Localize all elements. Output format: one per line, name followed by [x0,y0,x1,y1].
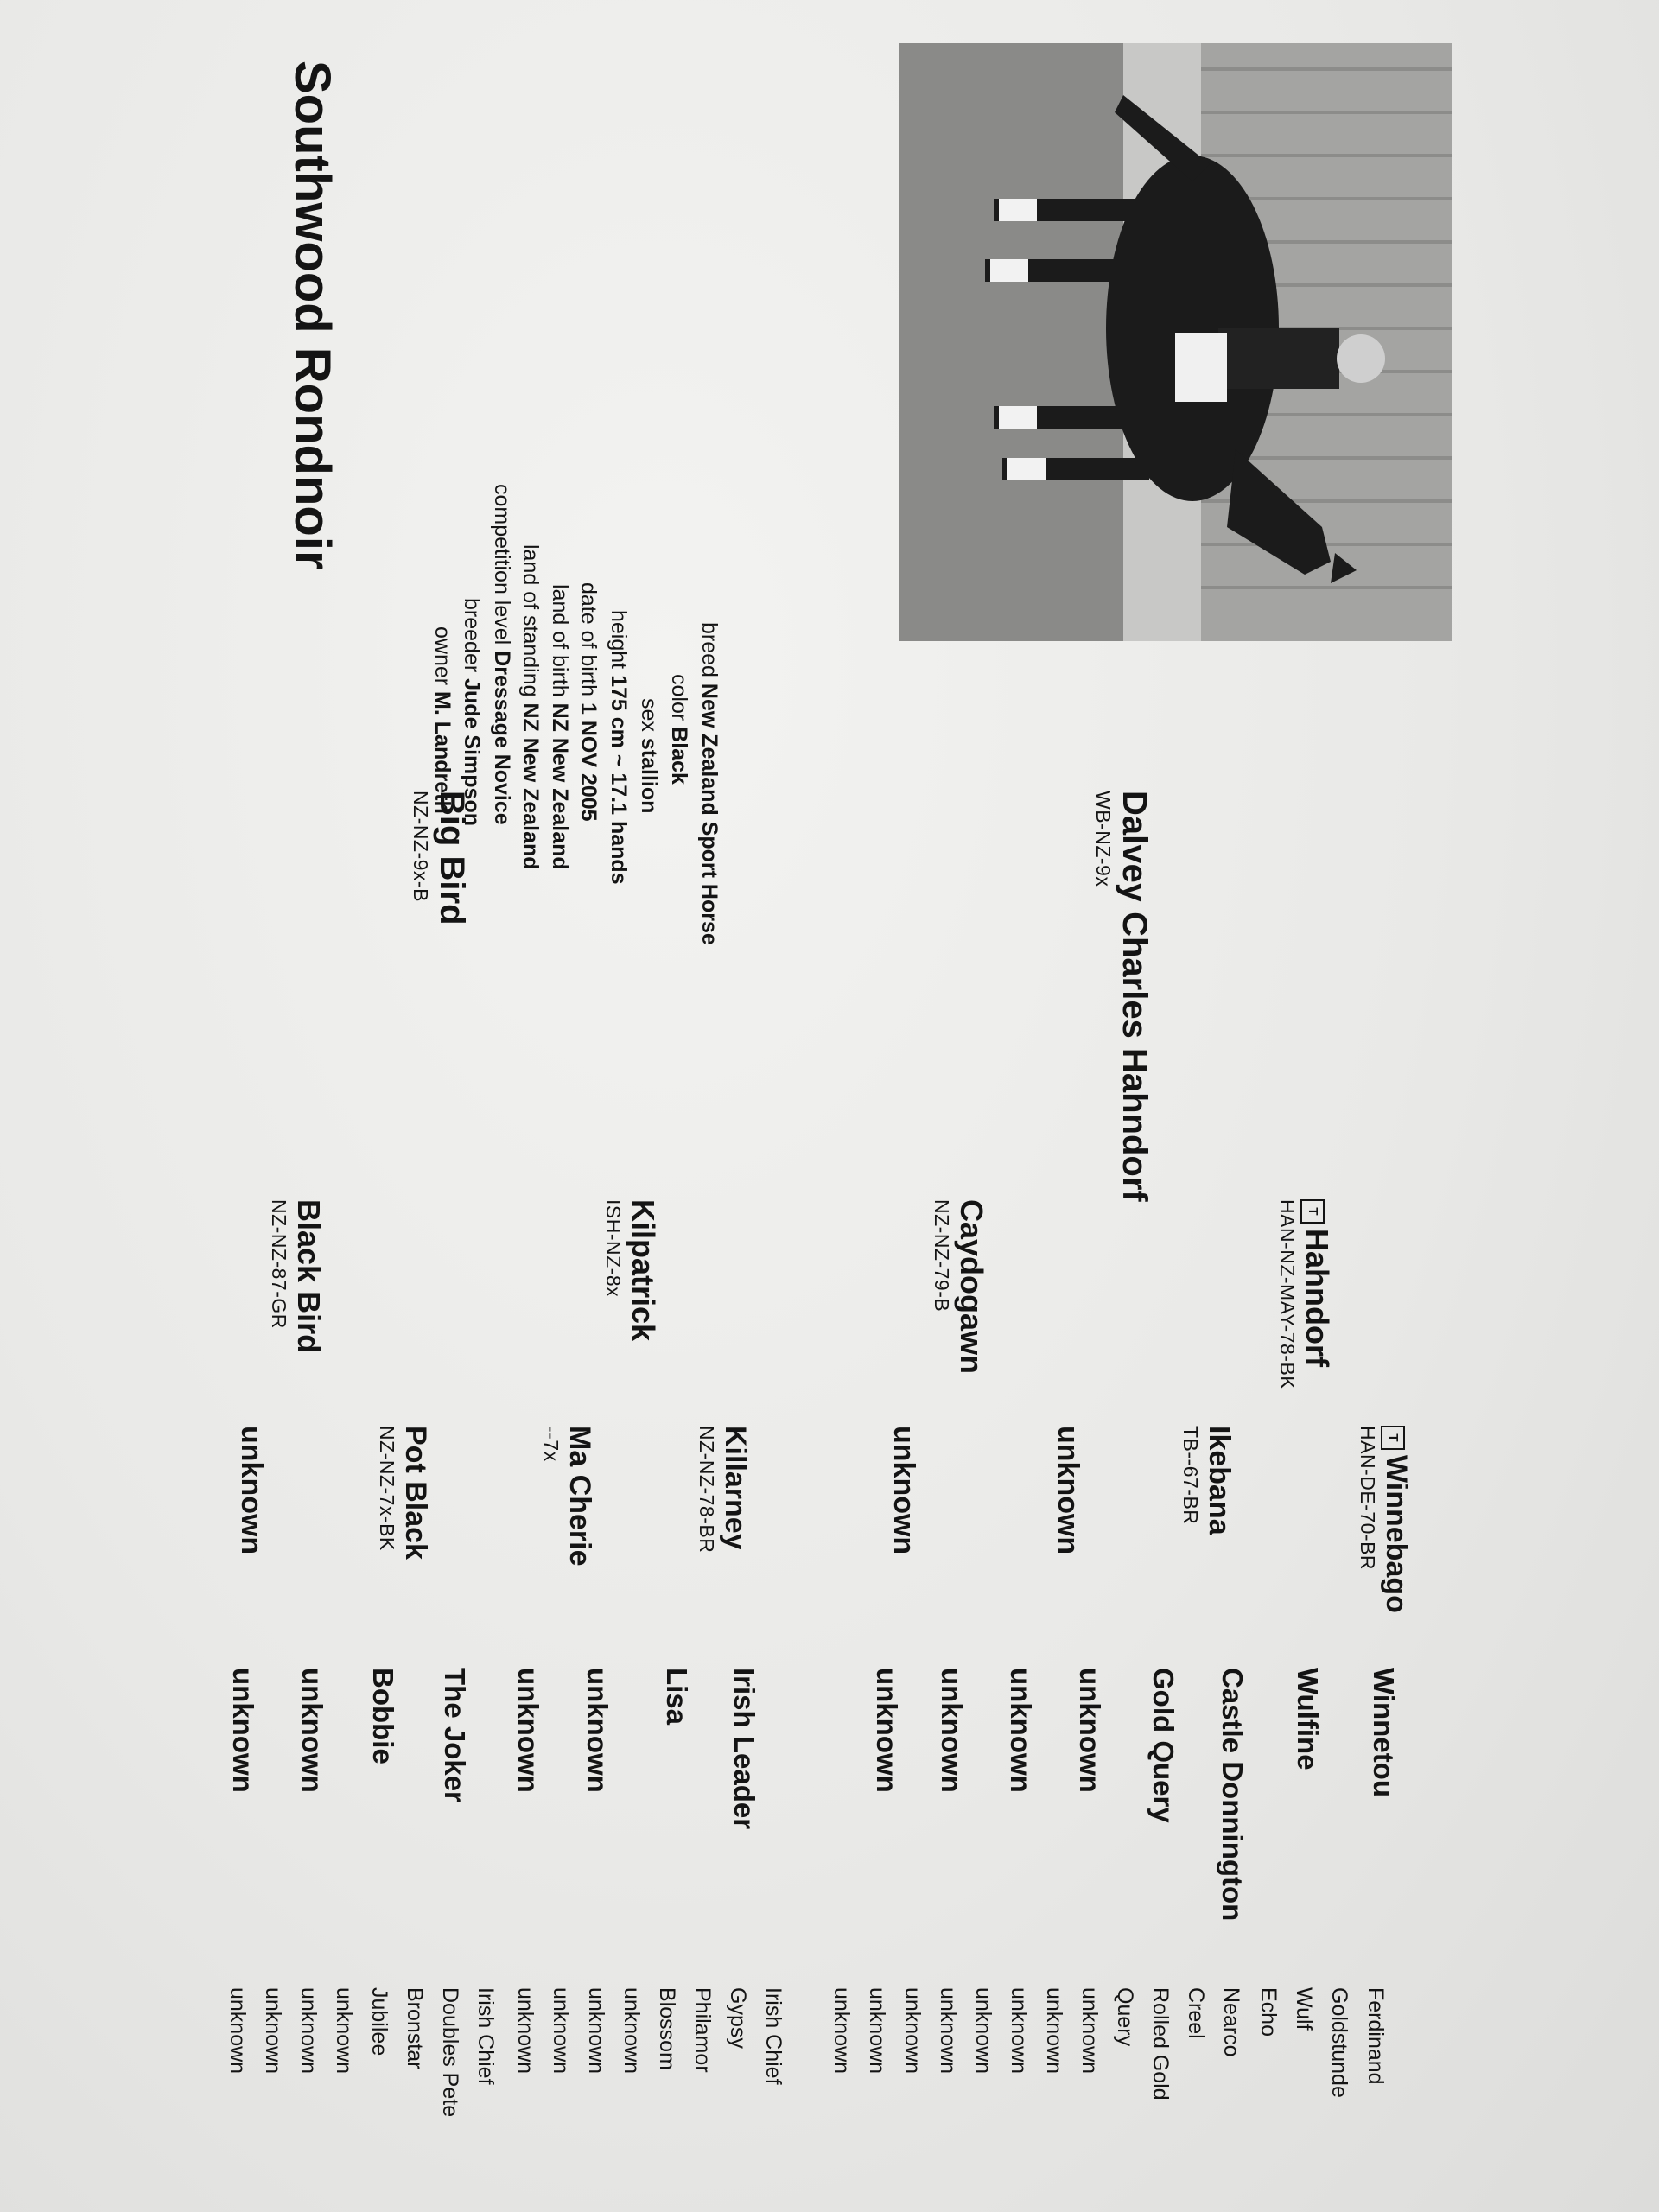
pedigree-g5-14: unknown [900,1987,925,2075]
info-land-of-birth: land of birth NZ New Zealand [548,584,572,870]
pedigree-g4-11: unknown [582,1668,613,1793]
pedigree-sire-dam: Caydogawn NZ-NZ-79-B [931,1199,989,1375]
pedigree-dam: Big Bird NZ-NZ-9x-B [410,791,471,925]
info-date-of-birth: date of birth 1 NOV 2005 [576,582,601,822]
pedigree-sire: Dalvey Charles Hahndorf WB-NZ-9x [1092,791,1154,1202]
pedigree-g5-1: Ferdinand [1363,1987,1388,2085]
pedigree-g4-10: Lisa [661,1668,693,1726]
pedigree-g4-1: Winnetou [1368,1668,1400,1797]
pedigree-dam-dam: Black Bird NZ-NZ-87-GR [268,1199,327,1354]
pedigree-g3-4: unknown [887,1426,920,1555]
pedigree-dam-sire: Kilpatrick ISH-NZ-8x [602,1199,661,1342]
horse-photo [899,43,1452,641]
pedigree-g3-6: Ma Cherie --7x [540,1426,596,1567]
pedigree-g5-6: Creel [1184,1987,1208,2039]
pedigree-g5-28: Jubilee [367,1987,391,2056]
info-breeder: breeder Jude Simpson [460,598,484,826]
info-height: height 175 cm ~ 17.1 hands [607,610,631,885]
pedigree-g3-7: Pot Black NZ-NZ-7x-BK [376,1426,432,1560]
pedigree-g4-6: unknown [1005,1668,1037,1793]
pedigree-g5-2: Goldstunde [1327,1987,1351,2098]
pedigree-g4-16: unknown [227,1668,259,1793]
pedigree-g3-2: Ikebana TB--67-BR [1179,1426,1236,1535]
pedigree-g5-19: Philamor [690,1987,715,2073]
pedigree-g4-9: Irish Leader [728,1668,760,1830]
pedigree-g5-13: unknown [936,1987,960,2075]
pedigree-g4-12: unknown [512,1668,544,1793]
pedigree-g5-31: unknown [261,1987,285,2075]
pedigree-g5-9: unknown [1077,1987,1102,2075]
pedigree-g3-8: unknown [235,1426,268,1555]
pedigree-g4-14: Bobbie [367,1668,399,1764]
horse-name-title: Southwood Rondnoir [284,60,340,570]
pedigree-g4-15: unknown [296,1668,328,1793]
info-competition-level: competition level Dressage Novice [490,484,514,825]
pedigree-g4-2: Wulfine [1292,1668,1324,1770]
approved-badge-icon: T [1300,1199,1325,1224]
info-color: color Black [667,674,691,785]
pedigree-g5-20: Blossom [655,1987,679,2070]
pedigree-g4-7: unknown [936,1668,968,1793]
pedigree-g5-30: unknown [296,1987,321,2075]
pedigree-g5-5: Nearco [1219,1987,1243,2057]
pedigree-g3-5: Killarney NZ-NZ-78-BR [696,1426,752,1554]
pedigree-g5-23: unknown [549,1987,573,2075]
pedigree-g5-8: Query [1113,1987,1137,2047]
pedigree-g3-1: TWinnebago HAN-DE-70-BR [1357,1426,1413,1613]
info-breed: breed New Zealand Sport Horse [697,622,721,945]
pedigree-g5-10: unknown [1042,1987,1066,2075]
pedigree-g5-21: unknown [620,1987,644,2075]
pedigree-g4-3: Castle Donnington [1217,1668,1249,1922]
pedigree-g5-26: Doubles Pete [438,1987,462,2118]
pedigree-g4-8: unknown [871,1668,903,1793]
approved-badge-icon: T [1381,1426,1405,1450]
info-land-of-standing: land of standing NZ New Zealand [518,544,543,870]
info-owner: owner M. Landreth [430,626,454,814]
pedigree-g4-4: Gold Query [1147,1668,1179,1823]
info-sex: sex stallion [637,698,661,814]
pedigree-g5-27: Bronstar [403,1987,427,2069]
pedigree-g5-7: Rolled Gold [1148,1987,1173,2101]
pedigree-g3-3: unknown [1052,1426,1084,1555]
pedigree-g5-12: unknown [971,1987,995,2075]
pedigree-g5-18: Gypsy [726,1987,750,2049]
pedigree-g5-17: Irish Chief [761,1987,785,2085]
pedigree-g5-3: Wulf [1292,1987,1316,2031]
pedigree-g5-32: unknown [226,1987,250,2075]
pedigree-g4-5: unknown [1074,1668,1106,1793]
pedigree-g5-22: unknown [584,1987,608,2075]
pedigree-g5-15: unknown [865,1987,889,2075]
pedigree-g4-13: The Joker [439,1668,471,1802]
pedigree-g5-29: unknown [332,1987,356,2075]
pedigree-g5-16: unknown [830,1987,854,2075]
pedigree-g5-24: unknown [513,1987,537,2075]
pedigree-g5-4: Echo [1256,1987,1281,2037]
pedigree-g5-25: Irish Chief [474,1987,498,2085]
pedigree-g5-11: unknown [1007,1987,1031,2075]
pedigree-sire-sire: THahndorf HAN-NZ-MAY-78-BK [1276,1199,1335,1390]
